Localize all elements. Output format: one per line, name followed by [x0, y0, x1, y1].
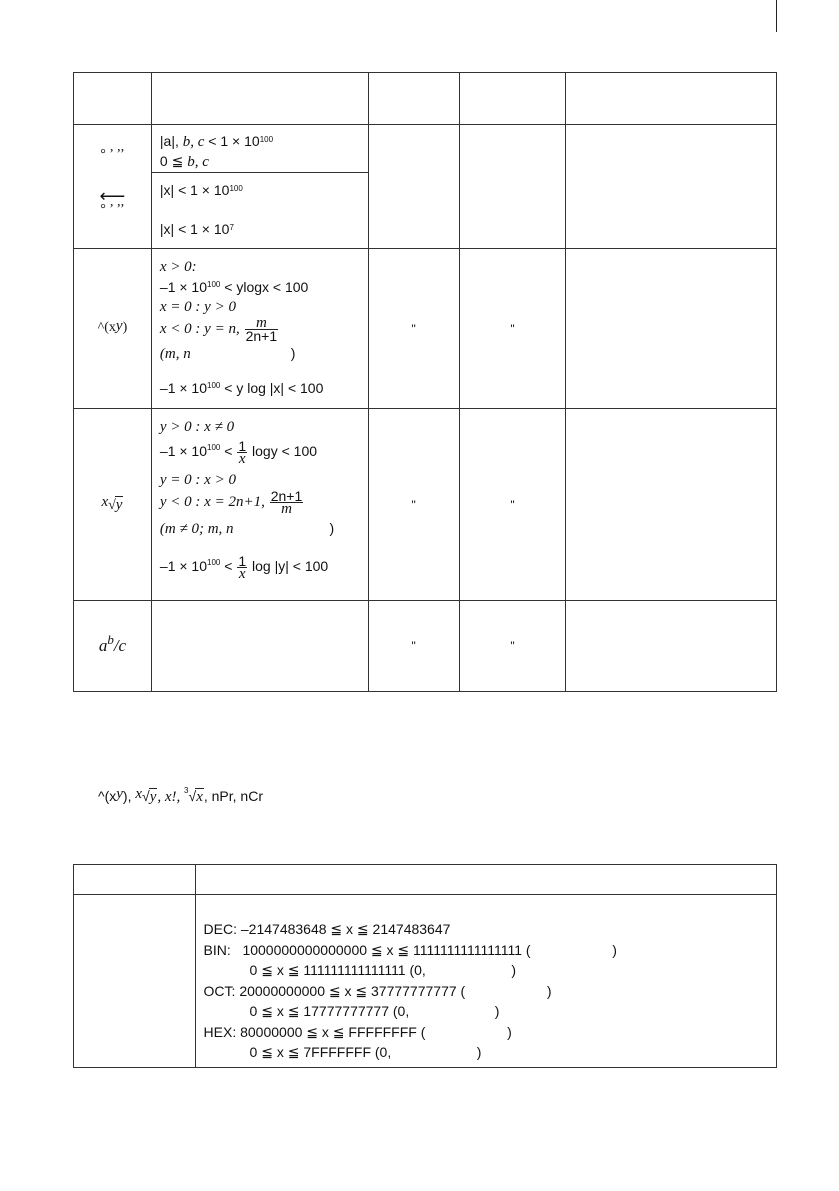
header-cell	[151, 73, 368, 125]
table-row	[74, 895, 777, 1068]
function-cell	[74, 249, 152, 409]
header-cell	[459, 73, 566, 125]
oct-range: OCT: 20000000000 ≦ x ≦ 37777777777 ( )	[203, 982, 552, 999]
table-row	[74, 125, 777, 249]
function-cell	[74, 601, 152, 692]
base-n-range-table	[73, 864, 777, 1068]
power-function: $\^{}(x^y)$	[97, 318, 128, 335]
empty-cell	[566, 409, 777, 601]
condition-line: |a|, b, $c < 1 \times 10^{100}$	[159, 133, 274, 150]
table-header-row	[74, 865, 777, 895]
ditto-mark: "	[459, 601, 566, 692]
dms-function: ° ’ ’’	[100, 147, 125, 162]
spanned-cell	[368, 125, 459, 249]
hex-range-positive: 0 ≦ x ≦ 7FFFFFFF (0, )	[249, 1044, 482, 1060]
condition-line: x = 0 : y > 0	[159, 299, 236, 315]
condition-line: $-1 \times 10^{100} < y$ log |x| < 100	[159, 380, 324, 396]
condition-line: $-1 \times 10^{100} < ylogx < 100$	[159, 279, 309, 295]
function-list: $\^{}(x^y)$, $^x$√y, x!, $^3$√x, nPr, nCr	[98, 786, 263, 805]
fraction: $\frac{2n+1}{m}$	[270, 488, 303, 517]
header-cell	[195, 865, 776, 895]
hex-range: HEX: 80000000 ≦ x ≦ FFFFFFFF ( )	[203, 1023, 512, 1040]
table-row	[74, 249, 777, 409]
condition-line: (m, n )	[159, 345, 296, 362]
bin-range-positive: 0 ≦ x ≦ 111111111111111 (0, )	[249, 962, 517, 978]
function-cell	[74, 125, 152, 249]
oct-range-positive: 0 ≦ x ≦ 17777777777 (0, )	[249, 1003, 500, 1019]
empty-cell	[566, 125, 777, 249]
header-cell	[566, 73, 777, 125]
dec-range: DEC: –2147483648 ≦ x ≦ 2147483647	[203, 921, 451, 937]
input-range-table	[73, 72, 777, 692]
condition-line: $-1 \times 10^{100}$ < $\frac{1}{x}$ log |y| < 100	[159, 553, 329, 582]
condition-cell	[151, 249, 368, 409]
empty-cell	[566, 601, 777, 692]
condition-line: x > 0:	[159, 259, 197, 275]
condition-line: $|x| < 1 \times 10^{100}$	[159, 182, 243, 198]
header-cell	[74, 73, 152, 125]
condition-line: y = 0 : x > 0	[159, 472, 236, 488]
ditto-mark: "	[459, 249, 566, 409]
condition-line: $|x| < 1 \times 10^7$	[159, 221, 234, 237]
table-row	[74, 601, 777, 692]
function-cell	[74, 409, 152, 601]
range-cell	[195, 895, 776, 1068]
header-cell	[368, 73, 459, 125]
condition-line: 0 ≦ b, c	[159, 153, 209, 170]
ditto-mark: "	[368, 601, 459, 692]
empty-cell	[151, 601, 368, 692]
empty-cell	[459, 125, 566, 249]
ditto-mark: "	[459, 409, 566, 601]
condition-cell	[151, 409, 368, 601]
table-header-row	[74, 73, 777, 125]
table-row	[74, 409, 777, 601]
condition-line: y > 0 : x ≠ 0	[159, 419, 235, 435]
fraction: $\frac{m}{2n+1}$	[245, 315, 278, 344]
ditto-mark: "	[368, 409, 459, 601]
crop-mark	[776, 0, 777, 32]
root-function: $^x$√y	[101, 493, 123, 513]
empty-cell	[566, 249, 777, 409]
header-cell	[74, 865, 196, 895]
condition-line: y < 0 : x = 2n+1, $\frac{2n+1}{m}$	[159, 488, 303, 517]
empty-cell	[74, 895, 196, 1068]
left-arrow-icon: ⟵	[99, 186, 126, 206]
fraction: $\frac{1}{x}$	[238, 553, 247, 582]
condition-line: x < 0 : y = n, $\frac{m}{2n+1}$	[159, 315, 278, 344]
fraction-function: $a^b/c$	[98, 632, 127, 655]
condition-line: (m ≠ 0; m, n )	[159, 520, 335, 537]
ditto-mark: "	[368, 249, 459, 409]
condition-cell	[151, 125, 368, 249]
dms-function-reverse: ° ’ ’’	[100, 202, 125, 217]
fraction: $\frac{1}{x}$	[238, 438, 247, 467]
bin-range: BIN: 1000000000000000 ≦ x ≦ 1111111111111111 ( )	[203, 941, 617, 958]
condition-line: $-1 \times 10^{100}$ < $\frac{1}{x}$ logy < 100	[159, 438, 318, 467]
